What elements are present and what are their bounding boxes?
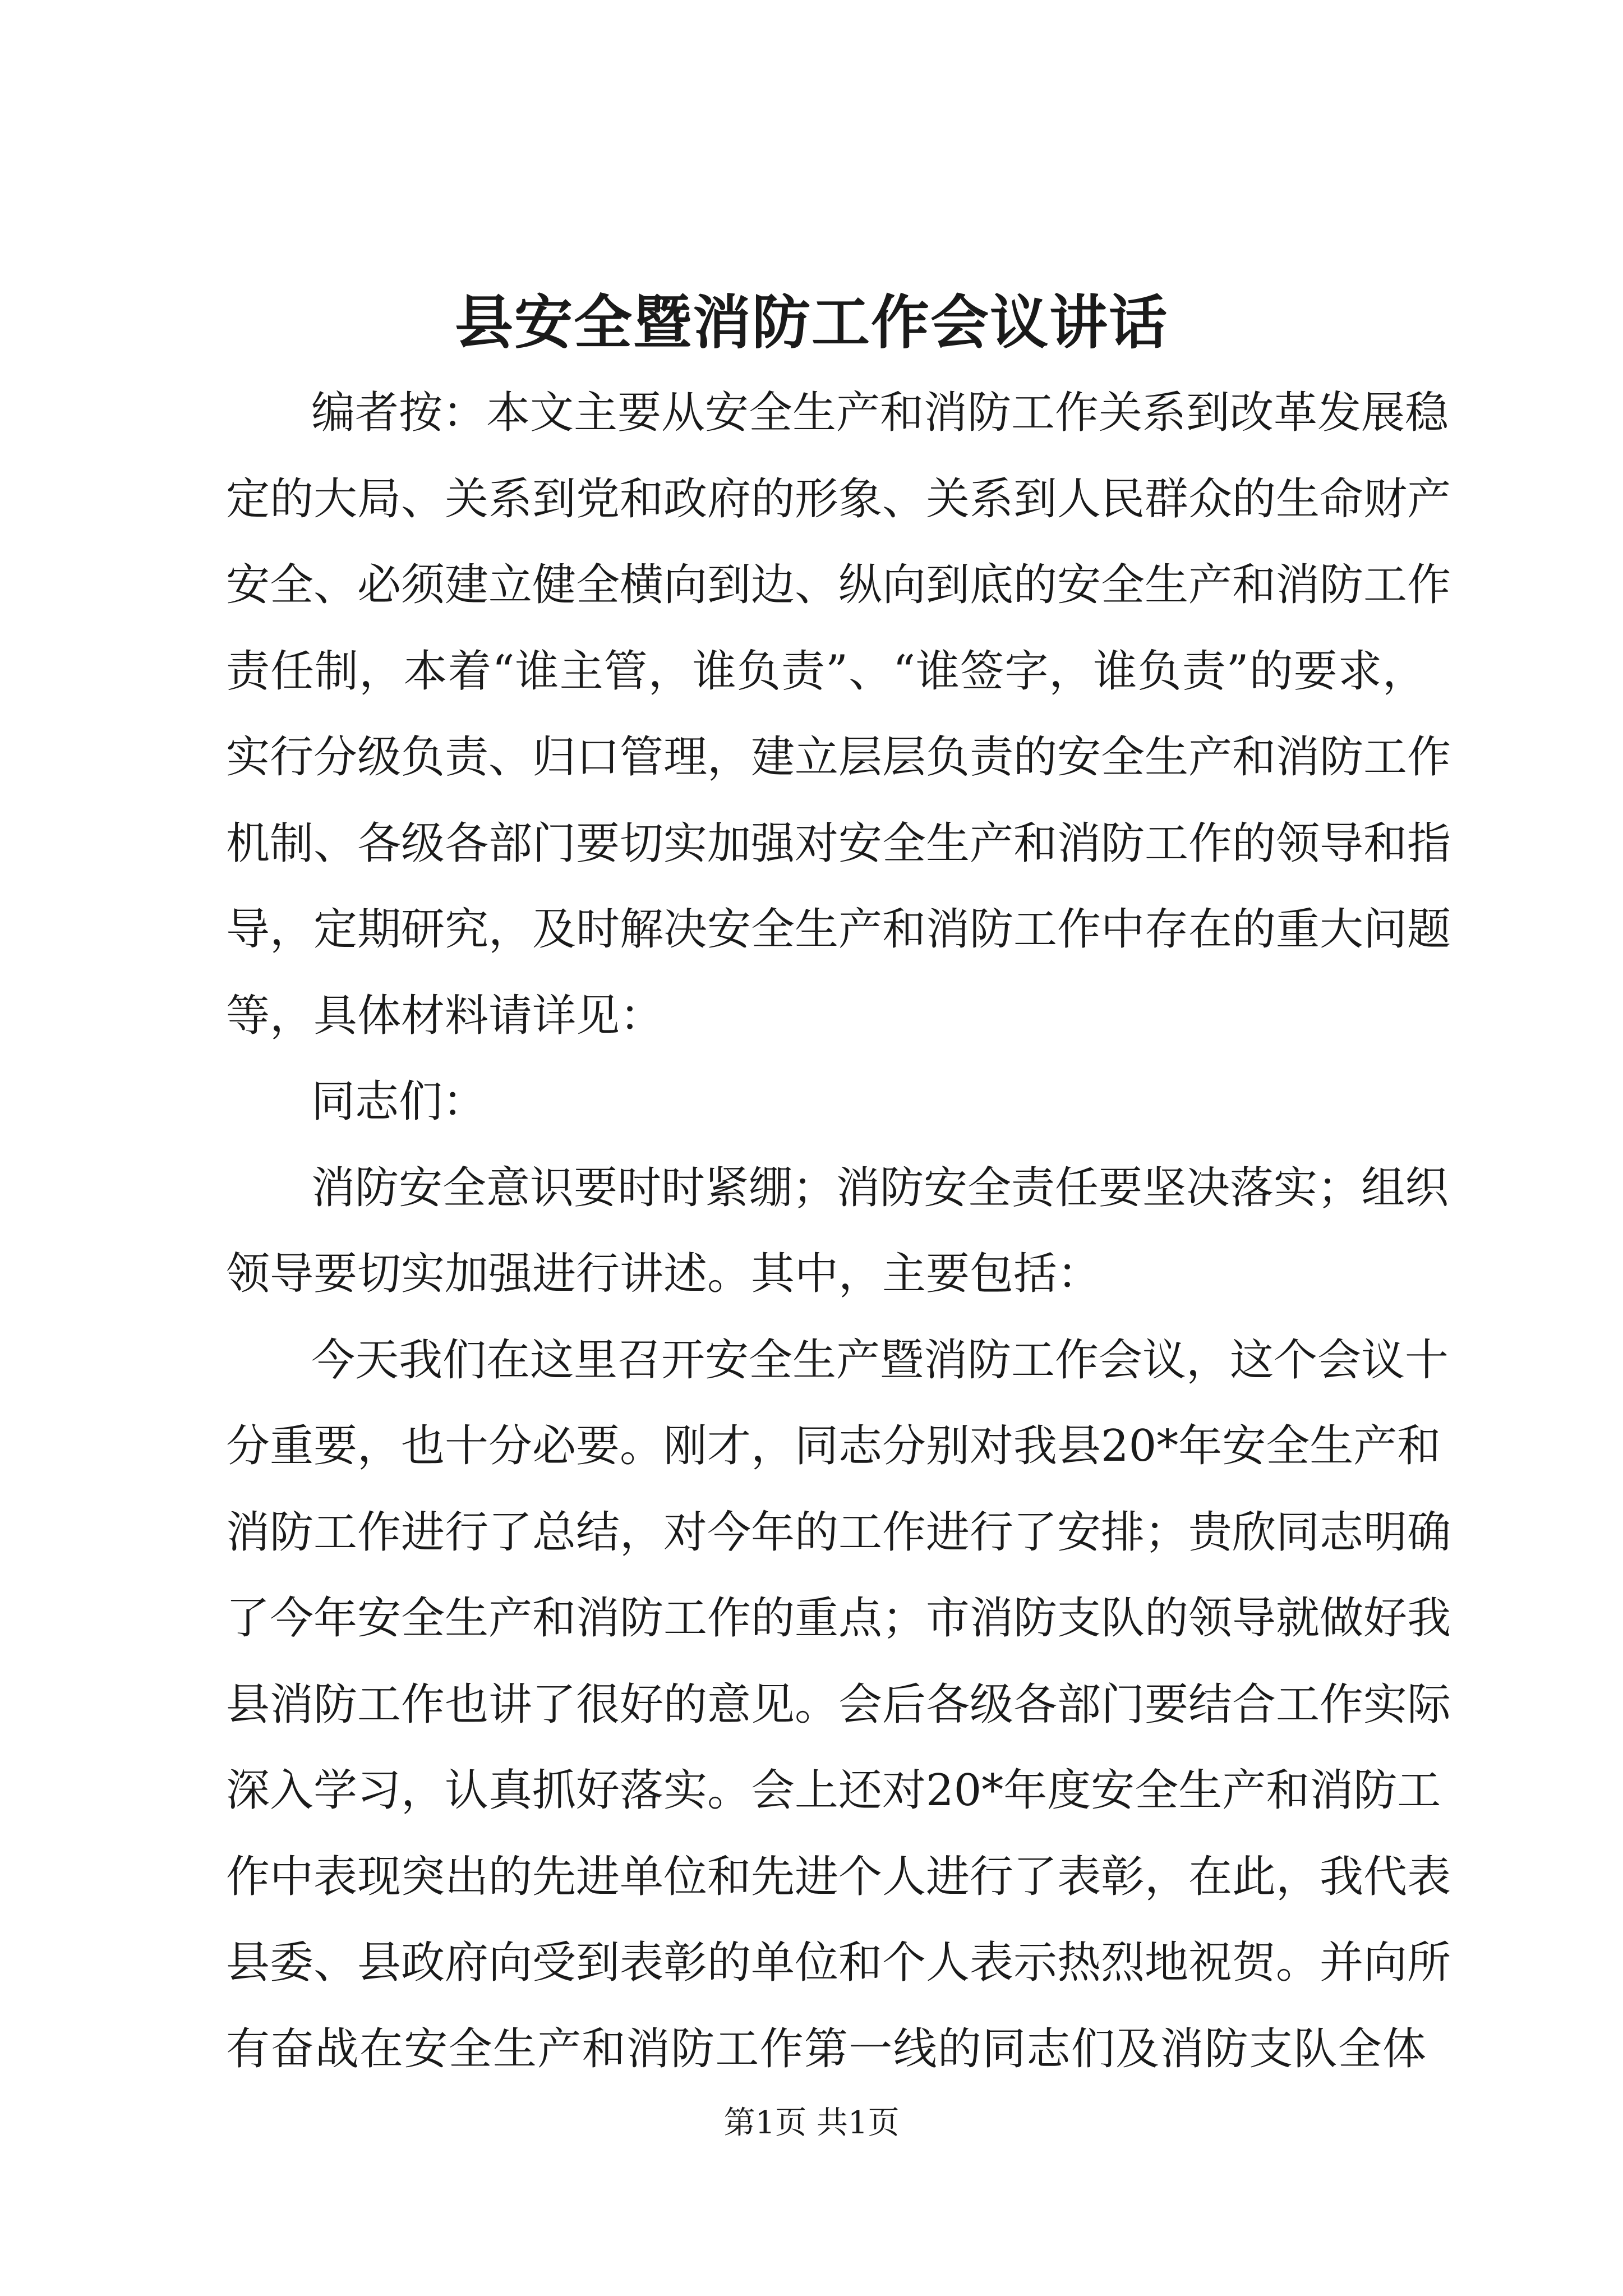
body-line: 分重要，也十分必要。刚才，同志分别对我县20*年安全生产和 [226,1421,1441,1471]
body-line: 等，具体材料请详见： [226,990,664,1041]
body-line: 作中表现突出的先进单位和先进个人进行了表彰，在此，我代表 [226,1851,1451,1902]
body-line: 县委、县政府向受到表彰的单位和个人表示热烈地祝贺。并向所 [226,1938,1451,1988]
body-line: 消防安全意识要时时紧绷；消防安全责任要坚决落实；组织 [311,1162,1449,1213]
body-line: 深入学习，认真抓好落实。会上还对20*年度安全生产和消防工 [226,1765,1441,1816]
body-line: 机制、各级各部门要切实加强对安全生产和消防工作的领导和指 [226,818,1451,869]
document-body [226,370,1451,2092]
body-line: 定的大局、关系到党和政府的形象、关系到人民群众的生命财产 [226,473,1451,524]
body-line: 同志们： [311,1076,487,1127]
body-line: 安全、必须建立健全横向到边、纵向到底的安全生产和消防工作 [226,560,1451,610]
page-footer: 第1页 共1页 [723,2105,900,2141]
body-line: 编者按：本文主要从安全生产和消防工作关系到改革发展稳 [311,388,1449,438]
body-line: 导，定期研究，及时解决安全生产和消防工作中存在的重大问题 [226,904,1451,955]
body-line: 县消防工作也讲了很好的意见。会后各级各部门要结合工作实际 [226,1679,1451,1730]
body-line: 消防工作进行了总结，对今年的工作进行了安排；贵欣同志明确 [226,1507,1451,1558]
document-title: 县安全暨消防工作会议讲话 [454,288,1168,357]
body-line: 实行分级负责、归口管理，建立层层负责的安全生产和消防工作 [226,732,1451,783]
body-line: 了今年安全生产和消防工作的重点；市消防支队的领导就做好我 [226,1593,1451,1644]
body-line: 领导要切实加强进行讲述。其中，主要包括： [226,1249,1101,1299]
body-line: 今天我们在这里召开安全生产暨消防工作会议，这个会议十 [311,1335,1449,1386]
body-line: 责任制，本着“谁主管，谁负责”、“谁签字，谁负责”的要求， [226,646,1426,697]
body-line: 有奋战在安全生产和消防工作第一线的同志们及消防支队全体 [226,2023,1426,2074]
